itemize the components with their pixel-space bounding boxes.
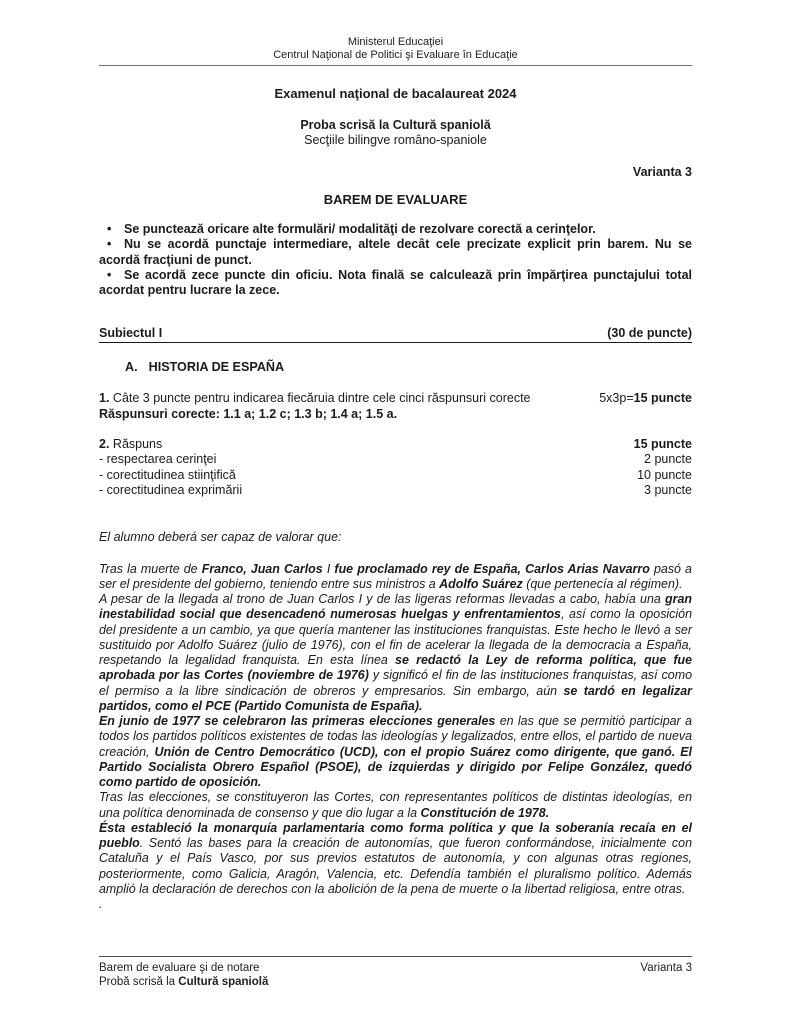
item2-description: Răspuns: [109, 437, 163, 452]
item1-points-formula: 5x3p=: [599, 391, 634, 406]
subject1-header: [99, 326, 692, 343]
bullet-icon: •: [107, 222, 112, 236]
section-letter: A.: [125, 360, 138, 375]
criterion-points: 2 puncte: [644, 452, 692, 467]
footer-row: [99, 961, 692, 975]
answer-paragraph: Ésta estableció la monarquía parlamentaria como forma política y que la soberanía recaía en el pueblo. Sentó las bases para la creación de autonomías, que fueron conformándose, inicialmente con Cataluña y el País Vasco, por sus previos estatutos de autonomía, y con algunas otras regiones, posteriormente, como Galicia, Aragón, Valencia, etc. Defendía también el pluralismo político. Además amplió la declaración de derechos con la abolición de la pena de muerte o la libertad religiosa, entre otras.: [99, 820, 692, 896]
footer-barem-label: Barem de evaluare şi de notare: [99, 962, 260, 974]
footer-subject-prefix: Probă scrisă la: [99, 976, 179, 988]
criterion-points: 10 puncte: [637, 467, 692, 482]
header-divider: [99, 65, 692, 66]
answer-paragraph: Tras las elecciones, se constituyeron las Cortes, con representantes políticos de distintas ideologías, en una política denominada de consenso y que dio lugar a la Constitución de 1978.: [99, 790, 692, 820]
scoring-rule: [99, 237, 692, 268]
scoring-rule: [99, 268, 692, 299]
exam-title: Examenul naţional de bacalaureat 2024: [274, 86, 517, 101]
answer-paragraph: .: [99, 897, 103, 912]
answer-key-intro: El alumno deberá ser capaz de valorar que:: [99, 530, 342, 545]
criterion-row: [99, 483, 692, 498]
item2-text: [99, 437, 162, 452]
scoring-rule-text: Nu se acordă punctaje intermediare, altele decât cele precizate explicit prin barem. Nu se acordă fracţiuni de punct.: [99, 237, 692, 267]
answer-paragraph: En junio de 1977 se celebraron las primeras elecciones generales en las que se permitió participar a todos los partidos políticos existentes de todas las ideologías y legalizados, entre ellos, el partido de nueva creación, Unión de Centro Democrático (UCD), con el propio Suárez como dirigente, que ganó. El Partido Socialista Obrero Español (PSOE), de izquierdas y dirigido por Felipe González, quedó como partido de oposición.: [99, 714, 692, 790]
criterion-label: - respectarea cerinţei: [99, 452, 217, 467]
item2-number: 2.: [99, 437, 110, 452]
item1-answer-key: Răspunsuri corecte: 1.1 a; 1.2 c; 1.3 b; 1.4 a; 1.5 a.: [99, 406, 398, 421]
answer-key-text: [99, 562, 692, 913]
scoring-rule: [99, 222, 692, 237]
footer-variant-label: Varianta 3: [640, 962, 692, 974]
scoring-rules: [99, 222, 692, 298]
document-header: [99, 36, 692, 62]
item1-description: Câte 3 puncte pentru indicarea fiecăruia dintre cele cinci răspunsuri corecte: [109, 391, 531, 406]
exam-sections: Secţiile bilingve româno-spaniole: [304, 133, 487, 147]
section-title-text: HISTORIA DE ESPAÑA: [148, 360, 285, 375]
subject1-label: Subiectul I: [99, 326, 163, 341]
criterion-label: - corectitudinea exprimării: [99, 482, 243, 497]
item1-points: [599, 391, 692, 406]
answer-paragraph: Tras la muerte de Franco, Juan Carlos I fue proclamado rey de España, Carlos Arias Navarro pasó a ser el presidente del gobierno, teniendo entre sus ministros a Adolfo Suárez (que pertenecía al régimen).: [99, 561, 692, 591]
answer-paragraph: A pesar de la llegada al trono de Juan Carlos I y de las ligeras reformas llevadas a cabo, había una gran inestabilidad social que desencadenó numerosas huelgas y enfrentamientos, así como la oposición del presidente a un cambio, ya que quería mantener las instituciones franquistas. Este hecho le llevó a ser sustituido por Adolfo Suárez (julio de 1976), con el fin de acelerar la llegada de la democracia a España, respetando la legalidad franquista. En esta línea se redactó la Ley de reforma política, que fue aprobada por las Cortes (noviembre de 1976) y significó el fin de las instituciones franquistas, así como el permiso a la libre sindicación de obreros y empresarios. Sin embargo, aún se tardó en legalizar partidos, como el PCE (Partido Comunista de España).: [99, 592, 692, 713]
item1-row: [99, 391, 692, 406]
bullet-icon: •: [107, 237, 112, 252]
center-name: Centrul Naţional de Politici şi Evaluare în Educaţie: [273, 49, 518, 61]
item1-text: [99, 391, 531, 406]
item1-number: 1.: [99, 391, 110, 406]
item1-points-value: 15 puncte: [633, 391, 692, 406]
item2-row: [99, 437, 692, 452]
criterion-points: 3 puncte: [644, 482, 692, 497]
bullet-icon: •: [107, 267, 112, 282]
criterion-label: - corectitudinea stiinţifică: [99, 467, 236, 482]
scoring-rule-text: Se acordă zece puncte din oficiu. Nota finală se calculează prin împărţirea punctajului total acordat pentru lucrare la zece.: [99, 267, 692, 298]
criterion-row: [99, 468, 692, 483]
variant-label: Varianta 3: [632, 165, 692, 179]
section-a-title: [99, 360, 692, 374]
page-footer: [99, 956, 692, 989]
item2-points-value: 15 puncte: [633, 437, 692, 452]
barem-title: BAREM DE EVALUARE: [323, 192, 468, 207]
footer-subject-line: [99, 975, 692, 989]
exam-subject: Proba scrisă la Cultură spaniolă: [300, 118, 491, 132]
criterion-row: [99, 452, 692, 467]
ministry-name: Ministerul Educaţiei: [347, 36, 444, 48]
subject1-points: (30 de puncte): [607, 326, 692, 341]
footer-subject-bold: Cultură spaniolă: [178, 976, 269, 988]
scoring-rule-text: Se punctează oricare alte formulări/ modalităţi de rezolvare corectă a cerinţelor.: [124, 222, 596, 236]
